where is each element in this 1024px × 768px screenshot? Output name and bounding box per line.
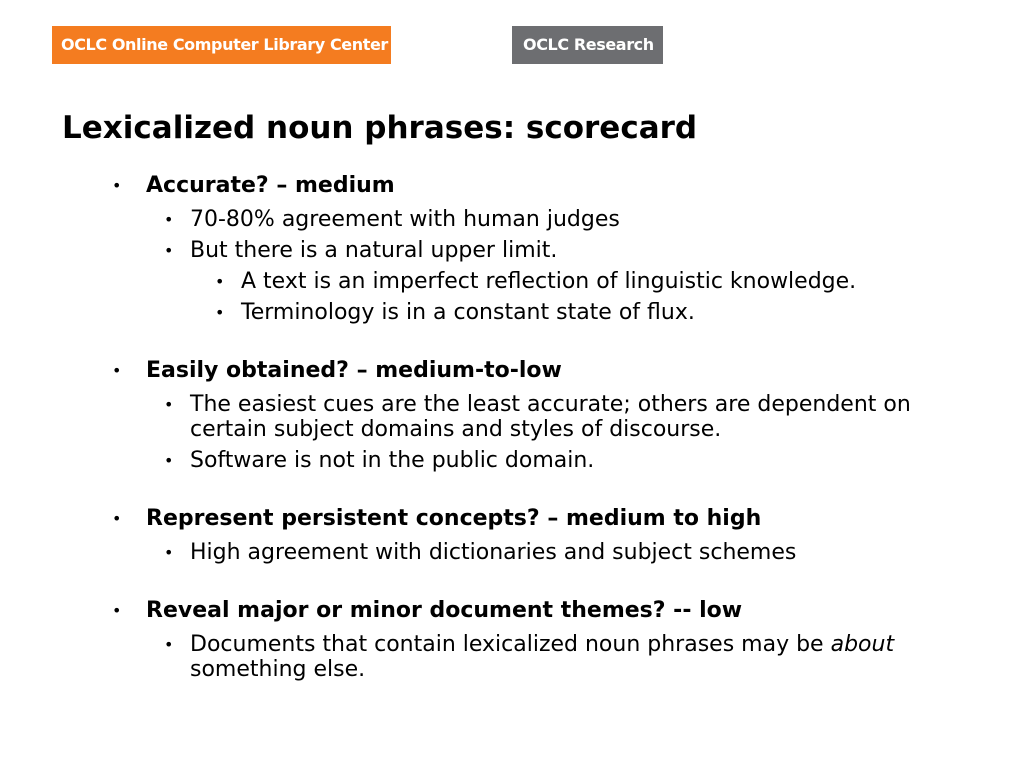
list-item	[0, 207, 1024, 232]
oclc-research-logo: OCLC Research	[512, 26, 663, 64]
bullet-icon: •	[112, 601, 122, 620]
section-heading	[0, 504, 1024, 534]
list-item-text	[190, 632, 894, 682]
section-heading-text: Easily obtained? – medium-to-low	[146, 358, 562, 383]
bullet-icon: •	[164, 635, 174, 654]
list-item-text: 70-80% agreement with human judges	[190, 207, 620, 232]
oclc-logo: OCLC Online Computer Library Center	[52, 26, 391, 64]
list-item-text: High agreement with dictionaries and subject schemes	[190, 540, 797, 565]
bullet-icon: •	[164, 395, 174, 414]
list-item-text: Software is not in the public domain.	[190, 448, 595, 473]
list-item-text: But there is a natural upper limit.	[190, 238, 558, 263]
section-heading-text: Reveal major or minor document themes? -- low	[146, 598, 743, 623]
sub-list-item-text: A text is an imperfect reflection of linguistic knowledge.	[241, 269, 857, 294]
list-item	[0, 238, 1024, 263]
list-item-text-prefix: Documents that contain lexicalized noun phrases may be	[190, 632, 824, 657]
sub-list-item	[0, 300, 1024, 325]
section-heading	[0, 596, 1024, 626]
section-heading-text: Accurate? – medium	[146, 173, 395, 198]
bullet-icon: •	[112, 176, 122, 195]
list-item-text: The easiest cues are the least accurate; others are dependent on certain subject domains and styles of discourse.	[190, 392, 911, 442]
bullet-icon: •	[112, 361, 122, 380]
bullet-icon: •	[112, 509, 122, 528]
slide-title: Lexicalized noun phrases: scorecard	[62, 110, 698, 146]
section-heading	[0, 171, 1024, 201]
sub-list-item	[0, 269, 1024, 294]
bullet-icon: •	[215, 303, 225, 322]
emphasis-text: about	[830, 632, 895, 657]
list-item-text-suffix: something else.	[190, 657, 366, 682]
list-item	[0, 448, 1024, 473]
list-item	[0, 540, 1024, 565]
bullet-icon: •	[164, 210, 174, 229]
sub-list-item-text: Terminology is in a constant state of flux.	[241, 300, 695, 325]
list-item	[0, 392, 1024, 442]
list-item	[0, 632, 1024, 682]
bullet-icon: •	[164, 241, 174, 260]
bullet-icon: •	[215, 272, 225, 291]
bullet-icon: •	[164, 543, 174, 562]
bullet-icon: •	[164, 451, 174, 470]
section-heading	[0, 356, 1024, 386]
section-heading-text: Represent persistent concepts? – medium to high	[146, 506, 762, 531]
slide-outline	[0, 171, 1024, 682]
